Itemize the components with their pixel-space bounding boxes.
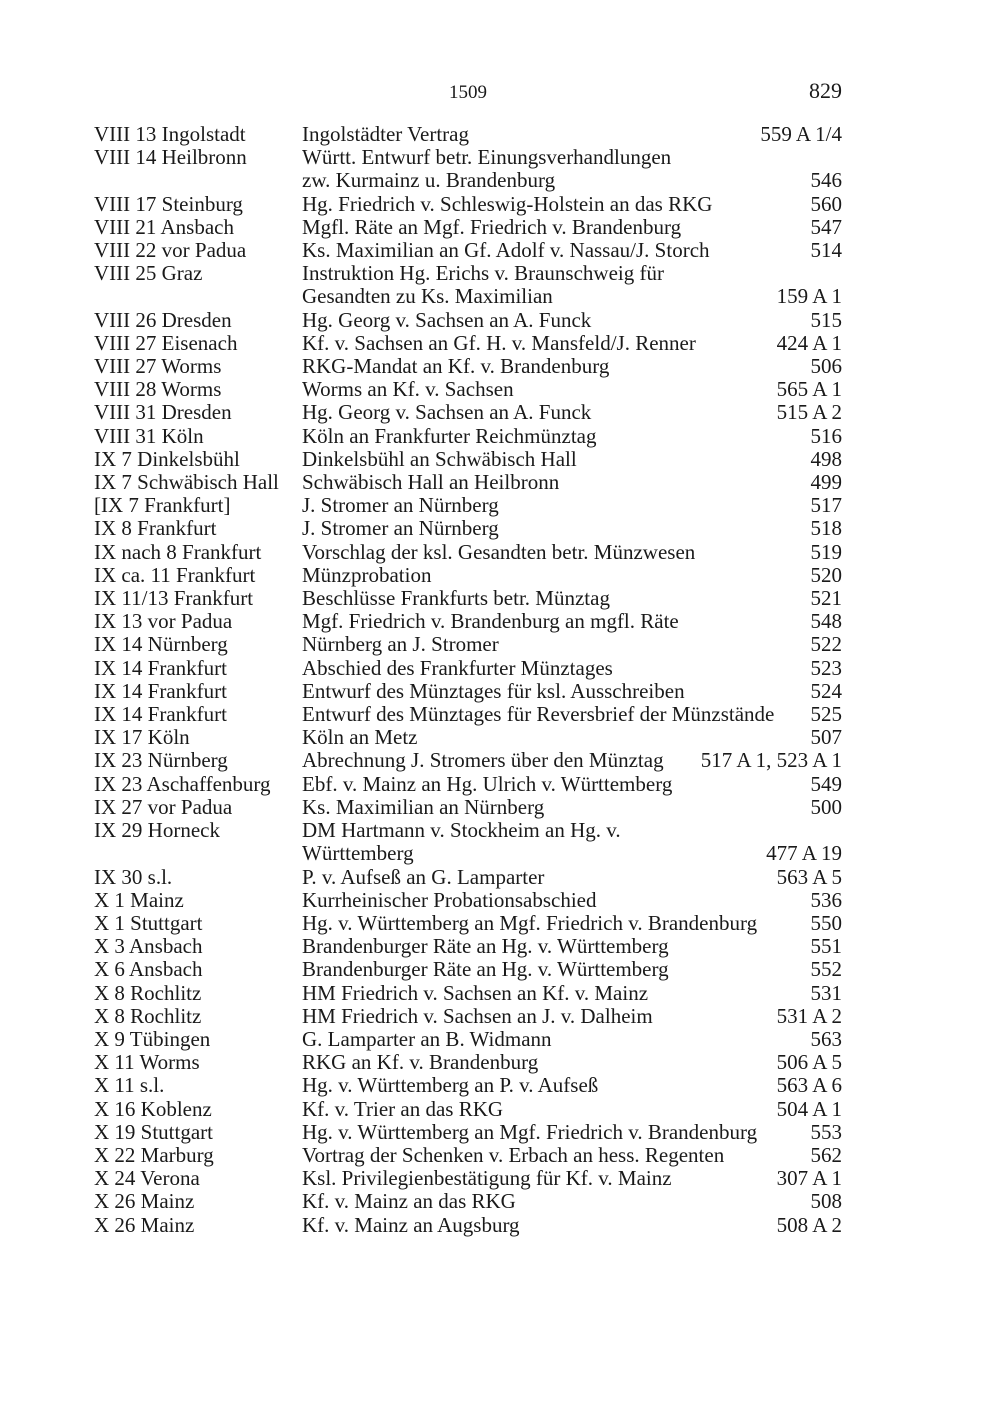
entry-date-place: X 19 Stuttgart — [94, 1119, 213, 1144]
entry-description: Entwurf des Münztages für ksl. Ausschreiben — [302, 679, 685, 703]
entry-reference-number: 507 — [810, 725, 842, 750]
entry-description: Mgfl. Räte an Mgf. Friedrich v. Brandenburg — [302, 215, 682, 239]
entry-date-place: IX 8 Frankfurt — [94, 516, 217, 541]
entry-reference-number: 559 A 1/4 — [760, 122, 842, 146]
entry-reference-number: 531 — [810, 980, 842, 1005]
entry-reference-number: 520 — [810, 562, 842, 587]
entry-description: Nürnberg an J. Stromer — [302, 633, 499, 657]
entry-reference-number: 517 A 1, 523 A 1 — [700, 748, 842, 773]
entry-description: Hg. Georg v. Sachsen an A. Funck — [302, 308, 592, 332]
chronological-index — [94, 123, 842, 1237]
entry-date-place: IX 7 Schwäbisch Hall — [94, 470, 279, 495]
index-entry — [94, 471, 842, 494]
index-entry — [94, 1028, 842, 1051]
entry-date-place: IX 17 Köln — [94, 725, 190, 750]
entry-description: Dinkelsbühl an Schwäbisch Hall — [302, 447, 577, 471]
index-entry — [94, 309, 842, 332]
index-entry — [94, 123, 842, 146]
entry-description: Württ. Entwurf betr. Einungsverhandlungen zw. Kurmainz u. Brandenburg — [302, 146, 672, 193]
entry-date-place: X 8 Rochlitz — [94, 980, 202, 1005]
entry-date-place: IX ca. 11 Frankfurt — [94, 562, 256, 587]
entry-date-place: X 1 Mainz — [94, 887, 184, 912]
entry-reference-number: 504 A 1 — [776, 1096, 842, 1121]
entry-description: RKG an Kf. v. Brandenburg — [302, 1051, 539, 1075]
entry-date-place: IX 7 Dinkelsbühl — [94, 446, 240, 471]
index-entry — [94, 726, 842, 749]
entry-description: Hg. v. Württemberg an Mgf. Friedrich v. Brandenburg — [302, 911, 758, 935]
page-number: 829 — [809, 78, 842, 103]
entry-date-place: VIII 25 Graz — [94, 261, 203, 286]
entry-description: Kf. v. Sachsen an Gf. H. v. Mansfeld/J. Renner — [302, 331, 696, 355]
entry-date-place: VIII 17 Steinburg — [94, 191, 243, 216]
entry-description: Ks. Maximilian an Nürnberg — [302, 795, 545, 819]
entry-reference-number: 515 A 2 — [776, 400, 842, 425]
entry-date-place: X 16 Koblenz — [94, 1096, 212, 1121]
entry-description: HM Friedrich v. Sachsen an Kf. v. Mainz — [302, 981, 649, 1005]
entry-description: J. Stromer an Nürnberg — [302, 517, 499, 541]
entry-date-place: X 26 Mainz — [94, 1212, 195, 1237]
entry-date-place: VIII 27 Worms — [94, 354, 222, 379]
entry-date-place: VIII 21 Ansbach — [94, 214, 234, 239]
entry-date-place: X 24 Verona — [94, 1166, 200, 1191]
entry-date-place: IX 23 Aschaffenburg — [94, 771, 271, 796]
page-header — [94, 78, 842, 108]
entry-date-place: IX nach 8 Frankfurt — [94, 539, 262, 564]
index-entry — [94, 425, 842, 448]
index-entry — [94, 819, 842, 865]
entry-description: Instruktion Hg. Erichs v. Braunschweig für Gesandten zu Ks. Maximilian — [302, 262, 664, 309]
entry-date-place: IX 14 Frankfurt — [94, 702, 227, 727]
entry-description: RKG-Mandat an Kf. v. Brandenburg — [302, 355, 610, 379]
index-entry — [94, 633, 842, 656]
entry-reference-number: 506 — [810, 354, 842, 379]
entry-reference-number: 563 A 5 — [776, 864, 842, 889]
entry-date-place: X 1 Stuttgart — [94, 910, 203, 935]
entry-reference-number: 515 — [810, 307, 842, 332]
entry-date-place: VIII 14 Heilbronn — [94, 145, 247, 170]
entry-reference-number: 525 — [810, 702, 842, 727]
entry-reference-number: 563 A 6 — [776, 1073, 842, 1098]
entry-date-place: X 3 Ansbach — [94, 934, 203, 959]
index-entry — [94, 1121, 842, 1144]
index-entry — [94, 564, 842, 587]
index-entry — [94, 796, 842, 819]
index-entry — [94, 1144, 842, 1167]
entry-date-place: X 11 s.l. — [94, 1073, 165, 1098]
entry-reference-number: 551 — [810, 934, 842, 959]
index-entry — [94, 912, 842, 935]
entry-date-place: VIII 31 Köln — [94, 423, 204, 448]
entry-description: Vorschlag der ksl. Gesandten betr. Münzwesen — [302, 540, 696, 564]
entry-description: Hg. Georg v. Sachsen an A. Funck — [302, 401, 592, 425]
entry-reference-number: 514 — [810, 238, 842, 263]
index-entry — [94, 1167, 842, 1190]
entry-date-place: IX 14 Nürnberg — [94, 632, 228, 657]
entry-reference-number: 499 — [810, 470, 842, 495]
entry-description: P. v. Aufseß an G. Lamparter — [302, 865, 545, 889]
index-entry — [94, 517, 842, 540]
entry-date-place: IX 11/13 Frankfurt — [94, 586, 254, 611]
index-entry — [94, 958, 842, 981]
index-entry — [94, 982, 842, 1005]
index-entry — [94, 146, 842, 192]
index-entry — [94, 239, 842, 262]
entry-reference-number: 547 — [810, 214, 842, 239]
entry-reference-number: 521 — [810, 586, 842, 611]
entry-reference-number: 307 A 1 — [776, 1166, 842, 1191]
entry-description: J. Stromer an Nürnberg — [302, 494, 499, 518]
index-entry — [94, 587, 842, 610]
entry-description: Münzprobation — [302, 563, 432, 587]
entry-reference-number: 548 — [810, 609, 842, 634]
entry-description: DM Hartmann v. Stockheim an Hg. v. Württemberg — [302, 819, 621, 866]
index-entry — [94, 216, 842, 239]
index-entry — [94, 610, 842, 633]
index-entry — [94, 889, 842, 912]
entry-description: Beschlüsse Frankfurts betr. Münztag — [302, 587, 610, 611]
entry-date-place: VIII 26 Dresden — [94, 307, 232, 332]
entry-description: Worms an Kf. v. Sachsen — [302, 378, 514, 402]
entry-reference-number: 531 A 2 — [776, 1003, 842, 1028]
entry-reference-number: 524 — [810, 678, 842, 703]
index-entry — [94, 355, 842, 378]
entry-date-place: IX 30 s.l. — [94, 864, 173, 889]
entry-description: Brandenburger Räte an Hg. v. Württemberg — [302, 935, 669, 959]
index-entry — [94, 935, 842, 958]
entry-reference-number: 549 — [810, 771, 842, 796]
entry-date-place: X 8 Rochlitz — [94, 1003, 202, 1028]
entry-date-place: [IX 7 Frankfurt] — [94, 493, 231, 518]
entry-description: Ksl. Privilegienbestätigung für Kf. v. Mainz — [302, 1167, 672, 1191]
entry-date-place: IX 14 Frankfurt — [94, 678, 227, 703]
index-entry — [94, 1098, 842, 1121]
entry-reference-number: 518 — [810, 516, 842, 541]
entry-reference-number: 562 — [810, 1142, 842, 1167]
index-entry — [94, 494, 842, 517]
index-entry — [94, 680, 842, 703]
entry-description: Mgf. Friedrich v. Brandenburg an mgfl. Räte — [302, 610, 679, 634]
entry-reference-number: 553 — [810, 1119, 842, 1144]
entry-date-place: IX 13 vor Padua — [94, 609, 233, 634]
entry-description: Köln an Frankfurter Reichmünztag — [302, 424, 597, 448]
entry-description: Kurrheinischer Probationsabschied — [302, 888, 597, 912]
index-entry — [94, 1074, 842, 1097]
entry-description: Entwurf des Münztages für Reversbrief der Münzstände — [302, 703, 775, 727]
entry-reference-number: 506 A 5 — [776, 1050, 842, 1075]
entry-date-place: X 11 Worms — [94, 1050, 200, 1075]
entry-description: Schwäbisch Hall an Heilbronn — [302, 471, 560, 495]
entry-date-place: IX 23 Nürnberg — [94, 748, 228, 773]
entry-description: Brandenburger Räte an Hg. v. Württemberg — [302, 958, 669, 982]
index-entry — [94, 401, 842, 424]
entry-description: Vortrag der Schenken v. Erbach an hess. Regenten — [302, 1143, 725, 1167]
index-entry — [94, 1005, 842, 1028]
index-entry — [94, 262, 842, 308]
entry-reference-number: 424 A 1 — [776, 330, 842, 355]
entry-description: Hg. Friedrich v. Schleswig-Holstein an das RKG — [302, 192, 713, 216]
entry-date-place: VIII 28 Worms — [94, 377, 222, 402]
entry-date-place: VIII 31 Dresden — [94, 400, 232, 425]
entry-date-place: IX 14 Frankfurt — [94, 655, 227, 680]
entry-date-place: IX 29 Horneck — [94, 818, 220, 843]
entry-reference-number: 523 — [810, 655, 842, 680]
entry-reference-number: 563 — [810, 1026, 842, 1051]
index-entry — [94, 332, 842, 355]
entry-date-place: IX 27 vor Padua — [94, 794, 233, 819]
entry-reference-number: 519 — [810, 539, 842, 564]
entry-reference-number: 516 — [810, 423, 842, 448]
entry-reference-number: 546 — [810, 168, 842, 193]
entry-description: Ebf. v. Mainz an Hg. Ulrich v. Württemberg — [302, 772, 673, 796]
entry-date-place: X 22 Marburg — [94, 1142, 214, 1167]
entry-reference-number: 159 A 1 — [776, 284, 842, 309]
entry-description: Ks. Maximilian an Gf. Adolf v. Nassau/J. Storch — [302, 239, 710, 263]
index-entry — [94, 703, 842, 726]
entry-description: Abrechnung J. Stromers über den Münztag — [302, 749, 664, 773]
entry-date-place: X 9 Tübingen — [94, 1026, 211, 1051]
index-entry — [94, 193, 842, 216]
entry-description: Kf. v. Mainz an das RKG — [302, 1190, 516, 1214]
entry-reference-number: 552 — [810, 957, 842, 982]
entry-description: Ingolstädter Vertrag — [302, 123, 469, 146]
index-entry — [94, 773, 842, 796]
entry-reference-number: 565 A 1 — [776, 377, 842, 402]
entry-date-place: VIII 22 vor Padua — [94, 238, 247, 263]
index-entry — [94, 1190, 842, 1213]
entry-description: Kf. v. Trier an das RKG — [302, 1097, 504, 1121]
entry-description: G. Lamparter an B. Widmann — [302, 1027, 552, 1051]
index-entry — [94, 378, 842, 401]
entry-date-place: X 6 Ansbach — [94, 957, 203, 982]
entry-date-place: X 26 Mainz — [94, 1189, 195, 1214]
entry-reference-number: 550 — [810, 910, 842, 935]
entry-reference-number: 517 — [810, 493, 842, 518]
index-entry — [94, 657, 842, 680]
entry-reference-number: 508 — [810, 1189, 842, 1214]
header-year: 1509 — [449, 82, 487, 103]
entry-description: Köln an Metz — [302, 726, 418, 750]
entry-date-place: VIII 13 Ingolstadt — [94, 122, 246, 146]
entry-description: Kf. v. Mainz an Augsburg — [302, 1213, 520, 1237]
entry-description: Hg. v. Württemberg an P. v. Aufseß — [302, 1074, 599, 1098]
entry-reference-number: 477 A 19 — [766, 841, 842, 866]
entry-reference-number: 522 — [810, 632, 842, 657]
index-entry — [94, 448, 842, 471]
entry-reference-number: 560 — [810, 191, 842, 216]
index-entry — [94, 866, 842, 889]
entry-reference-number: 498 — [810, 446, 842, 471]
entry-description: HM Friedrich v. Sachsen an J. v. Dalheim — [302, 1004, 653, 1028]
entry-description: Abschied des Frankfurter Münztages — [302, 656, 613, 680]
index-entry — [94, 541, 842, 564]
entry-description: Hg. v. Württemberg an Mgf. Friedrich v. Brandenburg — [302, 1120, 758, 1144]
index-entry — [94, 749, 842, 772]
entry-reference-number: 536 — [810, 887, 842, 912]
index-entry — [94, 1051, 842, 1074]
index-entry — [94, 1214, 842, 1237]
entry-reference-number: 508 A 2 — [776, 1212, 842, 1237]
entry-reference-number: 500 — [810, 794, 842, 819]
entry-date-place: VIII 27 Eisenach — [94, 330, 238, 355]
